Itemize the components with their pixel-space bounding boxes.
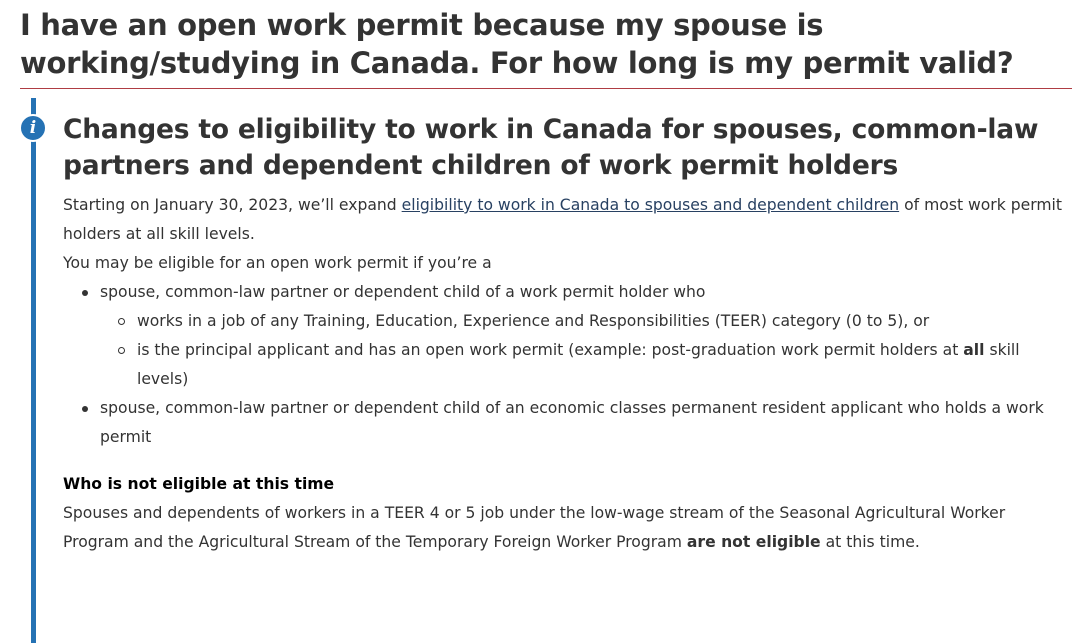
list-item [78, 278, 1075, 394]
title-underline [20, 88, 1072, 89]
alert-accent-bar [31, 98, 36, 643]
info-icon: i [19, 114, 47, 142]
sub-list-item [115, 336, 1075, 394]
sub-list [100, 307, 1075, 394]
list-item-text: spouse, common-law partner or dependent child of a work permit holder who [100, 283, 706, 301]
intro-text: Starting on January 30, 2023, we’ll expand [63, 196, 402, 214]
emphasis-not-eligible: are not eligible [686, 533, 821, 551]
sub-list-item: works in a job of any Training, Education, Experience and Responsibilities (TEER) category (0 to 5), or [115, 307, 1075, 336]
not-eligible-text-end: at this time. [820, 533, 920, 551]
info-alert [63, 112, 1075, 557]
not-eligible-heading: Who is not eligible at this time [63, 475, 335, 493]
page-title: I have an open work permit because my spouse is working/studying in Canada. For how long is my permit valid? [20, 8, 1014, 80]
not-eligible-text: Spouses and dependents of workers in a TEER 4 or 5 job under the low-wage stream of the Seasonal Agricultural Worker Program and the Agricultural Stream of the Temporary Foreign Worker Program [63, 504, 1006, 551]
eligibility-link[interactable]: eligibility to work in Canada to spouses and dependent children [401, 196, 900, 214]
sub-list-item-text: is the principal applicant and has an open work permit (example: post-graduation work permit holders at [137, 341, 964, 359]
not-eligible-paragraph [63, 499, 1075, 557]
sub-list-item-text-end: skill levels) [137, 341, 1020, 388]
alert-heading: Changes to eligibility to work in Canada for spouses, common-law partners and dependent children of work permit holders [63, 114, 1039, 181]
emphasis-all: all [963, 341, 985, 359]
list-item: spouse, common-law partner or dependent child of an economic classes permanent resident applicant who holds a work permit [78, 394, 1075, 452]
intro-text-end: of most work permit holders at all skill levels. [63, 196, 1062, 243]
eligible-intro: You may be eligible for an open work permit if you’re a [63, 254, 492, 272]
eligibility-list [63, 278, 1075, 452]
intro-paragraph [63, 191, 1075, 249]
